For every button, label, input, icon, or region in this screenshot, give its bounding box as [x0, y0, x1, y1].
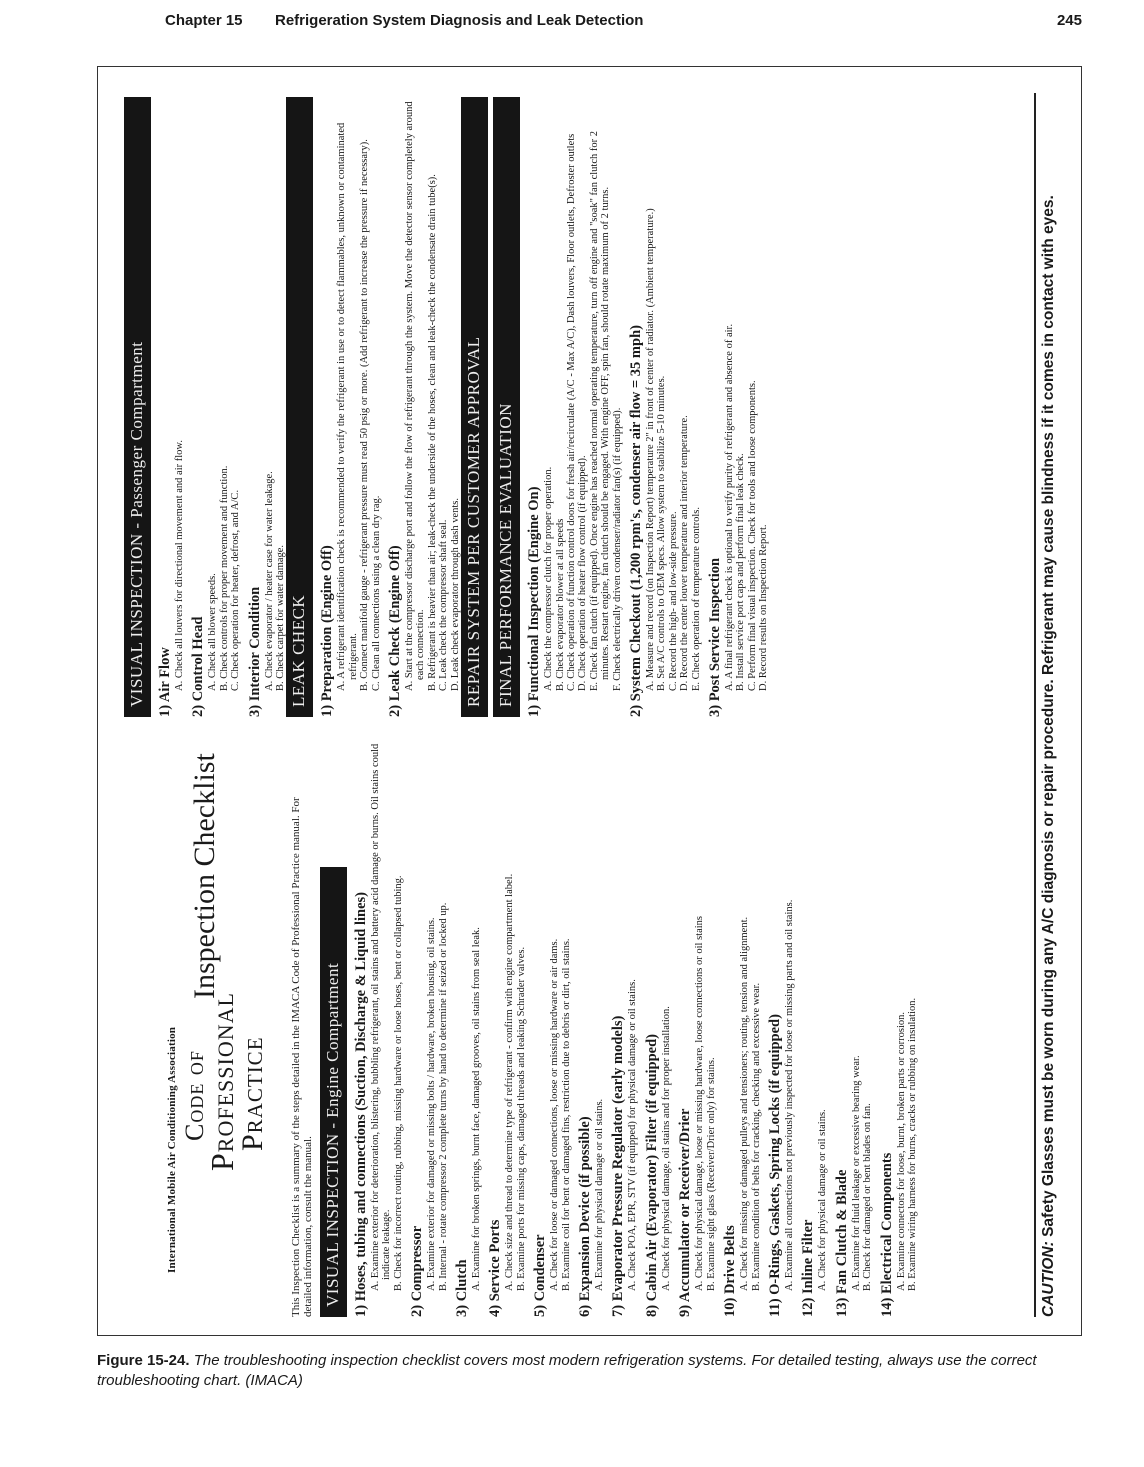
checklist-section: [486, 733, 527, 1317]
caution-lead: CAUTION:: [1040, 1241, 1057, 1317]
checklist-section: [318, 93, 382, 717]
checklist-item: A. Check all louvers for directional movement and air flow.: [174, 440, 185, 691]
checklist-section: [833, 733, 874, 1317]
logo-practice: Practice: [236, 1036, 269, 1151]
section-heading: 10) Drive Belts: [722, 1225, 739, 1317]
checklist-item: B. Check controls for proper movement and function.: [218, 465, 230, 691]
checklist-item: B. Examine wiring harness for burns, cracks or rubbing on insulation.: [906, 997, 918, 1291]
checklist-item: B. Check evaporator blower at all speeds: [554, 518, 566, 691]
checklist-section: [706, 93, 770, 717]
checklist-section: [156, 93, 185, 717]
checklist-section: [627, 93, 702, 717]
checklist-item: B. Examine ports for missing caps, damaged threads and leaking Schrader valves.: [515, 946, 527, 1291]
checklist-section: [576, 733, 605, 1317]
checklist-item: A. Check evaporator / heater case for water leakage.: [263, 471, 275, 691]
section-heading: 7) Evaporator Pressure Regulator (early models): [610, 1015, 627, 1317]
banner-final-performance: FINAL PERFORMANCE EVALUATION: [493, 97, 520, 717]
checklist-item: A. Start at the compressor discharge port and follow the flow of refrigerant through the system. Move the detector sensor completely around each connection.: [404, 101, 427, 691]
section-heading: 12) Inline Filter: [800, 1219, 817, 1317]
section-heading: 2) Control Head: [190, 616, 207, 717]
checklist-item: A. Examine connectors for loose, burnt, broken parts or corrosion.: [895, 1011, 907, 1291]
leak-sections: [318, 93, 461, 717]
checklist-item: B. Check for damaged or bent blades on fan.: [862, 1103, 874, 1291]
section-heading: 1) Preparation (Engine Off): [319, 545, 336, 717]
checklist-item: B. Examine condition of belts for cracking, checking and excessive wear.: [750, 982, 762, 1291]
chapter-label: Chapter 15: [165, 12, 243, 29]
checklist-item: B. Set A/C controls to OEM specs. Allow system to stabilize 5-10 minutes.: [656, 375, 668, 691]
section-heading: 14) Electrical Components: [878, 1152, 895, 1317]
checklist-item: D. Record results on Inspection Report.: [758, 524, 770, 691]
checklist-item: B. Check carpet for water damage.: [275, 544, 287, 691]
checklist-section: [408, 733, 449, 1317]
checklist-item: E. Check fan clutch (if equipped). Once engine has reached normal operating temperature, turn off engine and "soak" fan clutch for 2 minutes. Restart engine, fan clutch should be engaged. With engine OFF, spin fan, should rotate maximum of 2 turns.: [588, 131, 612, 691]
checklist-item: A. Measure and record (on Inspection Report) temperature 2" in front of center of radiator. (Ambient temperature.): [644, 208, 656, 691]
logo-professional: Professional: [204, 992, 240, 1171]
checklist-item: A. Examine for broken springs, burnt face, damaged grooves, oil stains from seal leak.: [471, 927, 483, 1291]
checklist-item: C. Check operation for heater, defrost, and A/C.: [230, 489, 242, 691]
checklist-item: A. Check all blower speeds.: [207, 573, 219, 691]
checklist-item: D. Leak check evaporator through dash vents.: [449, 497, 461, 691]
checklist-item: B. Install service port caps and perform final leak check.: [735, 453, 747, 691]
checklist-item: A. A refrigerant identification check is recommended to verify the refrigerant in use or to detect flammables, unknown or contaminated refrigerant.: [336, 122, 359, 691]
section-heading: 2) Compressor: [409, 1225, 426, 1317]
figure-frame: [97, 66, 1082, 1336]
page-number: 245: [1056, 12, 1082, 29]
checklist-section: [766, 733, 795, 1317]
checklist-item: C. Perform final visual inspection. Check for tools and loose components.: [746, 380, 758, 691]
checklist-section: [189, 93, 241, 717]
final-sections: [525, 93, 770, 717]
chapter-title: Refrigeration System Diagnosis and Leak Detection: [275, 12, 644, 29]
checklist-item: A. A final refrigerant check is optional to verify purity of refrigerant and absence of air.: [723, 323, 735, 691]
checklist-left-column: [124, 733, 918, 1317]
checklist-item: A. Check for physical damage or oil stains.: [817, 1109, 829, 1291]
checklist-section: [246, 93, 287, 717]
checklist-item: A. Examine exterior for damaged or missing bolts / hardware, broken housing, oil stains.: [426, 917, 438, 1291]
checklist-title: Inspection Checklist: [188, 753, 221, 999]
caution-text: Safety Glasses must be worn during any A/C diagnosis or repair procedure. Refrigerant may cause blindness if it comes in contact with eyes.: [1040, 195, 1057, 1237]
checklist-section: [676, 733, 717, 1317]
section-heading: 3) Interior Condition: [246, 586, 263, 717]
checklist-item: A. Check for missing or damaged pulleys and tensioners; routing, tension and alignment.: [739, 916, 751, 1291]
checklist-item: A. Check the compressor clutch for proper operation.: [543, 466, 555, 691]
checklist-item: A. Examine for fluid leakage or excessive bearing wear.: [850, 1055, 862, 1291]
checklist-section: [643, 733, 672, 1317]
checklist-item: A. Check for physical damage, loose or missing hardware, loose connections or oil stains: [694, 916, 706, 1291]
checklist-item: D. Check operation of heater flow control (if equipped).: [577, 455, 589, 691]
logo-code-of: Code of: [180, 1050, 209, 1141]
checklist-item: A. Check for loose or damaged connections, loose or missing hardware or air dams.: [549, 938, 561, 1291]
section-heading: 2) Leak Check (Engine Off): [387, 545, 404, 717]
checklist-item: B. Examine coil for bent or damaged fins, restriction due to debris or dirt, oil stains.: [560, 938, 572, 1291]
section-heading: 2) System Checkout (1,200 rpm's, condenser air flow = 35 mph): [627, 325, 644, 717]
checklist-section: [799, 733, 828, 1317]
checklist-item: A. Examine for physical damage or oil stains.: [594, 1098, 606, 1291]
checklist-section: [453, 733, 482, 1317]
section-heading: 4) Service Ports: [487, 1219, 504, 1317]
passenger-sections: [156, 93, 286, 717]
banner-engine-compartment: VISUAL INSPECTION - Engine Compartment: [320, 867, 347, 1317]
checklist-item: C. Clean all connections using a clean dry rag.: [370, 495, 382, 691]
checklist-item: B. Refrigerant is heavier than air; leak-check the underside of the hoses, clean and leak-check the condensate drain tube(s).: [426, 174, 438, 691]
checklist-item: A. Check for physical damage, oil stains and for proper installation.: [660, 1006, 672, 1291]
checklist-item: C. Record the high- and low-side pressure.: [667, 511, 679, 691]
checklist-section: [525, 93, 623, 717]
caution-notice: [1034, 93, 1062, 1317]
section-heading: 6) Expansion Device (if possible): [577, 1116, 594, 1317]
checklist-item: A. Examine all connections not previously inspected for loose or missing parts and oil stains.: [783, 899, 795, 1291]
checklist-intro: This Inspection Checklist is a summary of the steps detailed in the IMACA Code of Professional Practice manual. For detailed information, consult the manual.: [290, 797, 314, 1317]
section-heading: 8) Cabin Air (Evaporator) Filter (if equipped): [643, 1033, 660, 1317]
figure-label: Figure 15-24.: [97, 1352, 190, 1369]
checklist-item: B. Connect manifold gauge - refrigerant pressure must read 50 psig or more. (Add refrigerant to increase the pressure if necessary).: [359, 139, 371, 691]
checklist-section: [721, 733, 762, 1317]
banner-passenger-compartment: VISUAL INSPECTION - Passenger Compartment: [124, 97, 151, 717]
section-heading: 3) Post Service Inspection: [706, 557, 723, 717]
checklist-item: F. Check electrically driven condenser/radiator fan(s) (if equipped).: [611, 407, 623, 691]
banner-repair-system: REPAIR SYSTEM PER CUSTOMER APPROVAL: [461, 97, 488, 717]
section-heading: 9) Accumulator or Receiver/Drier: [677, 1108, 694, 1317]
checklist-section: [352, 733, 404, 1317]
checklist-item: A. Check POA, EPR, STV (if equipped) for physical damage or oil stains.: [627, 979, 639, 1291]
checklist-section: [531, 733, 572, 1317]
checklist-section: [878, 733, 919, 1317]
banner-leak-check: LEAK CHECK: [286, 97, 313, 717]
checklist-section: [609, 733, 638, 1317]
section-heading: 13) Fan Clutch & Blade: [833, 1169, 850, 1317]
association-name: International Mobile Air Conditioning Association: [166, 1026, 178, 1273]
checklist-item: E. Check operation of temperature controls.: [690, 507, 702, 691]
figure-caption-text: The troubleshooting inspection checklist covers most modern refrigeration systems. For detailed testing, always use the correct troubleshooting chart. (IMACA): [97, 1352, 1037, 1389]
rotated-checklist: [98, 67, 1083, 1337]
section-heading: 1) Hoses, tubing and connections (Suction, Discharge & Liquid lines): [353, 892, 369, 1317]
checklist-item: B. Check for incorrect routing, rubbing, missing hardware or loose hoses, bent or collapsed tubing.: [392, 875, 404, 1291]
section-heading: 11) O-Rings, Gaskets, Spring Locks (if equipped): [766, 1014, 783, 1317]
checklist-item: B. Examine sight glass (Receiver/Drier only) for stains.: [705, 1057, 717, 1291]
checklist-right-column: [124, 93, 770, 717]
checklist-item: B. Internal - rotate compressor 2 complete turns by hand to determine if seized or locked up.: [437, 902, 449, 1291]
checklist-item: D. Record the center louver temperature and interior temperature.: [679, 415, 691, 691]
figure-caption: [97, 1351, 1087, 1391]
checklist-item: C. Leak check the compressor shaft seal.: [438, 519, 450, 691]
section-heading: 5) Condenser: [532, 1234, 549, 1317]
section-heading: 1) Functional Inspection (Engine On): [526, 486, 543, 717]
checklist-item: A. Examine exterior for deterioration, blistering, bubbling refrigerant, oil stains and battery acid damage or burns. Oil stains could indicate leakage.: [370, 743, 393, 1291]
engine-sections: [352, 733, 918, 1317]
imaca-logo: [180, 733, 284, 1231]
checklist-section: [386, 93, 461, 717]
running-head: [0, 12, 1144, 34]
section-heading: 3) Clutch: [454, 1259, 471, 1317]
checklist-item: C. Check operation of function control doors for fresh air/recirculate (A/C - Max A/C), Dash louvers, Floor outlets, Defroster outlets: [565, 133, 577, 691]
section-heading: 1) Air Flow: [157, 647, 173, 717]
checklist-item: A. Check size and thread to determine type of refrigerant - confirm with engine compartment label.: [504, 873, 516, 1291]
